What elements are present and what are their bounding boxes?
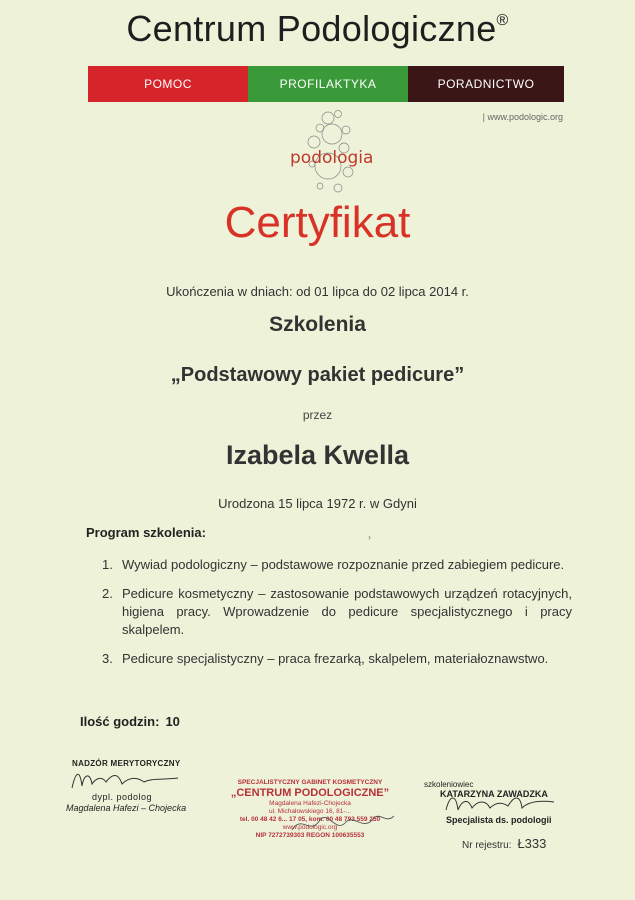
certificate-title: Certyfikat (224, 198, 411, 247)
list-item (102, 556, 572, 574)
registry-value: Ł333 (517, 836, 547, 851)
training-label: Szkolenia (269, 313, 366, 336)
trainer-name: KATARZYNA ZAWADZKA (440, 789, 548, 799)
trainer-signature-icon (438, 790, 558, 816)
brand-name: Centrum Podologiczne (126, 8, 497, 49)
registry-label: Nr rejestru: (462, 840, 512, 851)
trainer-label: szkoleniowiec (424, 780, 474, 789)
item-text: Pedicure specjalistyczny – praca frezarką, skalpelem, materiałoznawstwo. (122, 651, 549, 666)
stamp-line: www.podologic.org (282, 824, 338, 831)
trainer-role: Specjalista ds. podologii (446, 815, 552, 825)
brand-title (0, 8, 635, 50)
band-pomoc: POMOC (88, 66, 248, 102)
dates-line: Ukończenia w dniach: od 01 lipca do 02 lipca 2014 r. (166, 284, 469, 299)
course-name: „Podstawowy pakiet pedicure” (170, 364, 465, 386)
item-number: 3. (102, 651, 113, 666)
stamp-line: ul. Michałowskiego 16, 81-... (268, 808, 351, 815)
stamp-line: NIP 7272739303 REGON 100635553 (255, 832, 365, 839)
item-text: Wywiad podologiczny – podstawowe rozpoznanie przed zabiegiem pedicure. (122, 557, 565, 572)
stamp-line: SPECJALISTYCZNY GABINET KOSMETYCZNY (237, 779, 383, 786)
birth-line: Urodzona 15 lipca 1972 r. w Gdyni (218, 496, 417, 511)
stamp-line: tel. 00 48 42 6... 17 05, kom. 00 48 793 559 250 (239, 816, 381, 823)
list-item (102, 650, 572, 668)
hours-label: Ilość godzin: (80, 714, 160, 729)
supervisor-title: NADZÓR MERYTORYCZNY (72, 759, 181, 768)
supervisor-role: dypl. podolog (92, 792, 153, 802)
item-number: 1. (102, 557, 113, 572)
band-profilaktyka: PROFILAKTYKA (248, 66, 408, 102)
program-label: Program szkolenia: (86, 525, 206, 540)
hours-value: 10 (165, 714, 180, 729)
stamp-signature-icon (288, 806, 398, 842)
registry-line (462, 836, 546, 851)
program-list (102, 556, 572, 679)
stray-mark: › (368, 532, 371, 542)
band-poradnictwo: PORADNICTWO (408, 66, 564, 102)
stamp-line: „CENTRUM PODOLOGICZNE” (230, 787, 390, 799)
supervisor-name: Magdalena Hafezi – Chojecka (66, 803, 187, 813)
item-number: 2. (102, 586, 113, 601)
item-text: Pedicure kosmetyczny – zastosowanie podstawowych urządzeń rotacyjnych, higiena pracy. Wprowadzenie do pedicure specjalistycznego i pracy skalpelem. (122, 586, 572, 637)
stamp-line: Magdalena Hafezi-Chojecka (269, 800, 351, 807)
list-item (102, 585, 572, 639)
podologia-logo-text: podologia (290, 148, 374, 168)
registered-mark: ® (496, 12, 509, 29)
tagline-band (88, 66, 564, 102)
participant-name: Izabela Kwella (225, 440, 410, 470)
by-label: przez (302, 408, 333, 422)
website-link: | www.podologic.org (482, 112, 563, 122)
hours-line (80, 714, 180, 729)
